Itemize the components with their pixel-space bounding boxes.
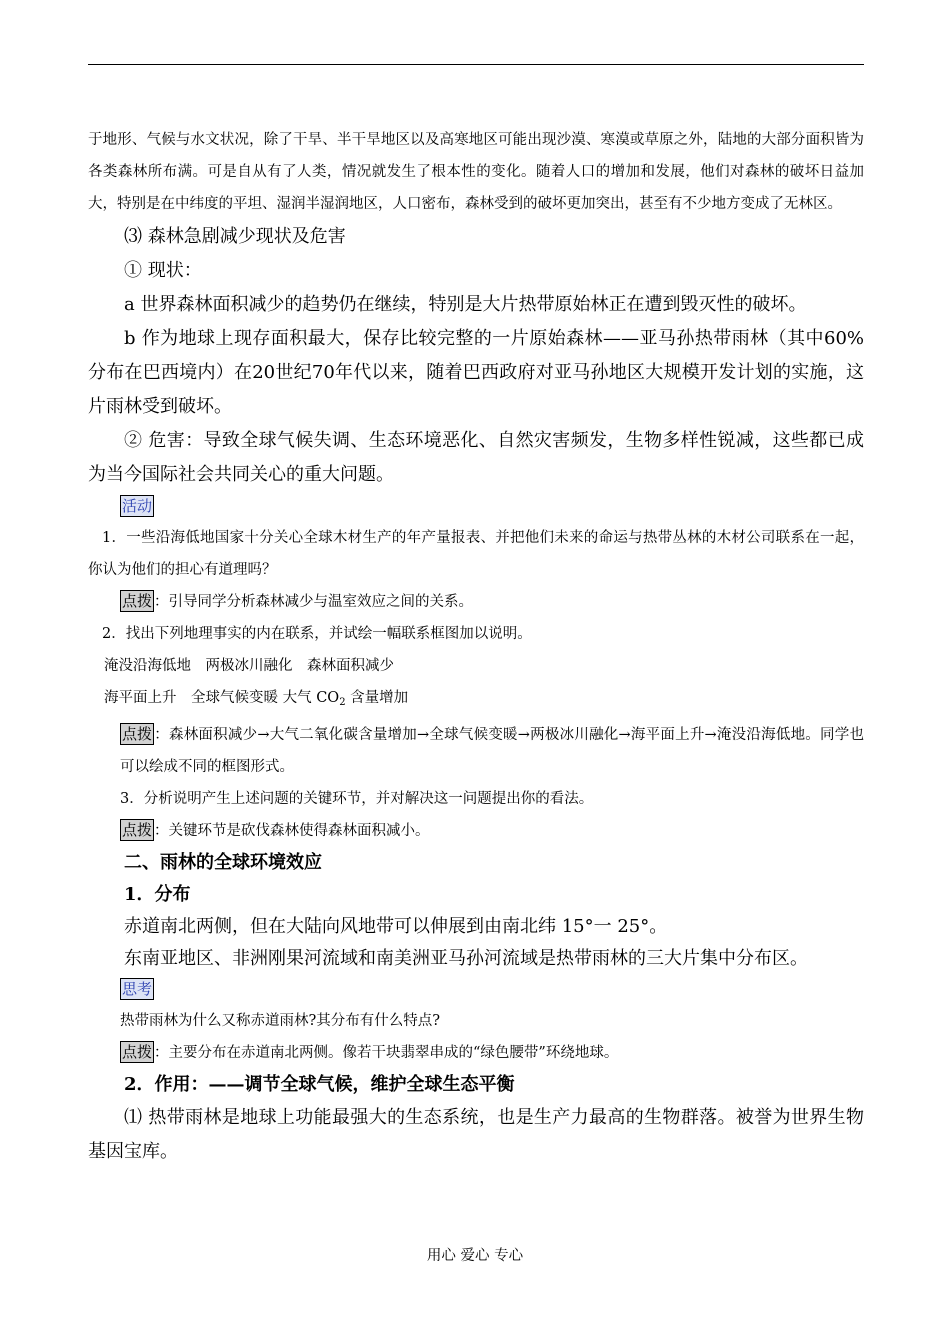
think-hint-text: ：主要分布在赤道南北两侧。像若干块翡翠串成的“绿色腰带”环绕地球。	[154, 1045, 619, 1061]
activity-question-3: 3．分析说明产生上述问题的关键环节，并对解决这一问题提出你的看法。	[120, 791, 594, 807]
role-paragraph-1: ⑴ 热带雨林是地球上功能最强大的生态系统，也是生产力最高的生物群落。被誉为世界生物基因宝库。	[88, 1107, 864, 1162]
hint-3	[88, 815, 864, 847]
status-b: b 作为地球上现存面积最大，保存比较完整的一片原始森林——亚马孙热带雨林（其中60%分布在巴西境内）在20世纪70年代以来，随着巴西政府对亚马孙地区大规模开发计划的实施，这片雨林受到破坏。	[88, 328, 864, 417]
activity-question-1: 1．一些沿海低地国家十分关心全球木材生产的年产量报表、并把他们未来的命运与热带丛林的木材公司联系在一起，你认为他们的担心有道理吗？	[88, 530, 864, 578]
harm-paragraph: ② 危害：导致全球气候失调、生态环境恶化、自然灾害频发，生物多样性锐减，这些都已成为当今国际社会共同关心的重大问题。	[88, 430, 864, 485]
section-3-heading: ⑶ 森林急剧减少现状及危害	[124, 226, 346, 247]
intro-paragraph: 于地形、气候与水文状况，除了干旱、半干旱地区以及高寒地区可能出现沙漠、寒漠或草原之外，陆地的大部分面积皆为各类森林所布满。可是自从有了人类，情况就发生了根本性的变化。随着人口的增加和发展，他们对森林的破坏日益加大，特别是在中纬度的平坦、湿润半湿润地区，人口密布，森林受到的破坏更加突出，甚至有不少地方变成了无林区。	[88, 132, 864, 212]
section-2-heading: 二、雨林的全球环境效应	[124, 852, 322, 873]
hint-2-text: ：森林面积减少→大气二氧化碳含量增加→全球气候变暖→两极冰川融化→海平面上升→淹没沿海低地。同学也可以绘成不同的框图形式。	[120, 727, 864, 775]
facts-line-2-suffix: 含量增加	[345, 690, 409, 706]
hint-1	[88, 586, 864, 618]
activity-question-2: 2．找出下列地理事实的内在联系，并试绘一幅联系框图加以说明。	[102, 626, 532, 642]
co2-subscript: 2	[339, 697, 346, 708]
hint-tag: 点拨	[122, 821, 153, 839]
hint-3-text: ：关键环节是砍伐森林使得森林面积减小。	[154, 823, 430, 839]
facts-line-2-prefix: 海平面上升 全球气候变暖 大气 CO	[104, 690, 340, 706]
header-rule	[88, 64, 864, 65]
think-tag: 思考	[122, 980, 153, 998]
facts-line-1: 淹没沿海低地 两极冰川融化 森林面积减少	[104, 658, 394, 674]
hint-2	[88, 719, 864, 783]
facts-line-2	[88, 682, 864, 719]
page-footer: 用心 爱心 专心	[426, 1248, 524, 1264]
hint-tag: 点拨	[122, 725, 153, 743]
distribution-heading: 1．分布	[124, 884, 191, 905]
think-question: 热带雨林为什么又称赤道雨林?其分布有什么特点?	[120, 1013, 441, 1029]
hint-tag: 点拨	[122, 592, 153, 610]
distribution-line-2: 东南亚地区、非洲刚果河流域和南美洲亚马孙河流域是热带雨林的三大片集中分布区。	[124, 948, 808, 969]
status-title: ① 现状：	[124, 260, 202, 281]
think-hint	[88, 1037, 864, 1069]
document-body	[88, 124, 864, 1169]
activity-tag: 活动	[122, 497, 153, 515]
status-a: a 世界森林面积减少的趋势仍在继续，特别是大片热带原始林正在遭到毁灭性的破坏。	[124, 294, 807, 315]
distribution-line-1: 赤道南北两侧，但在大陆向风地带可以伸展到由南北纬 15°一 25°。	[124, 916, 668, 937]
hint-tag: 点拨	[122, 1043, 153, 1061]
role-heading: 2．作用：——调节全球气候，维护全球生态平衡	[124, 1074, 515, 1095]
hint-1-text: ：引导同学分析森林减少与温室效应之间的关系。	[154, 594, 474, 610]
